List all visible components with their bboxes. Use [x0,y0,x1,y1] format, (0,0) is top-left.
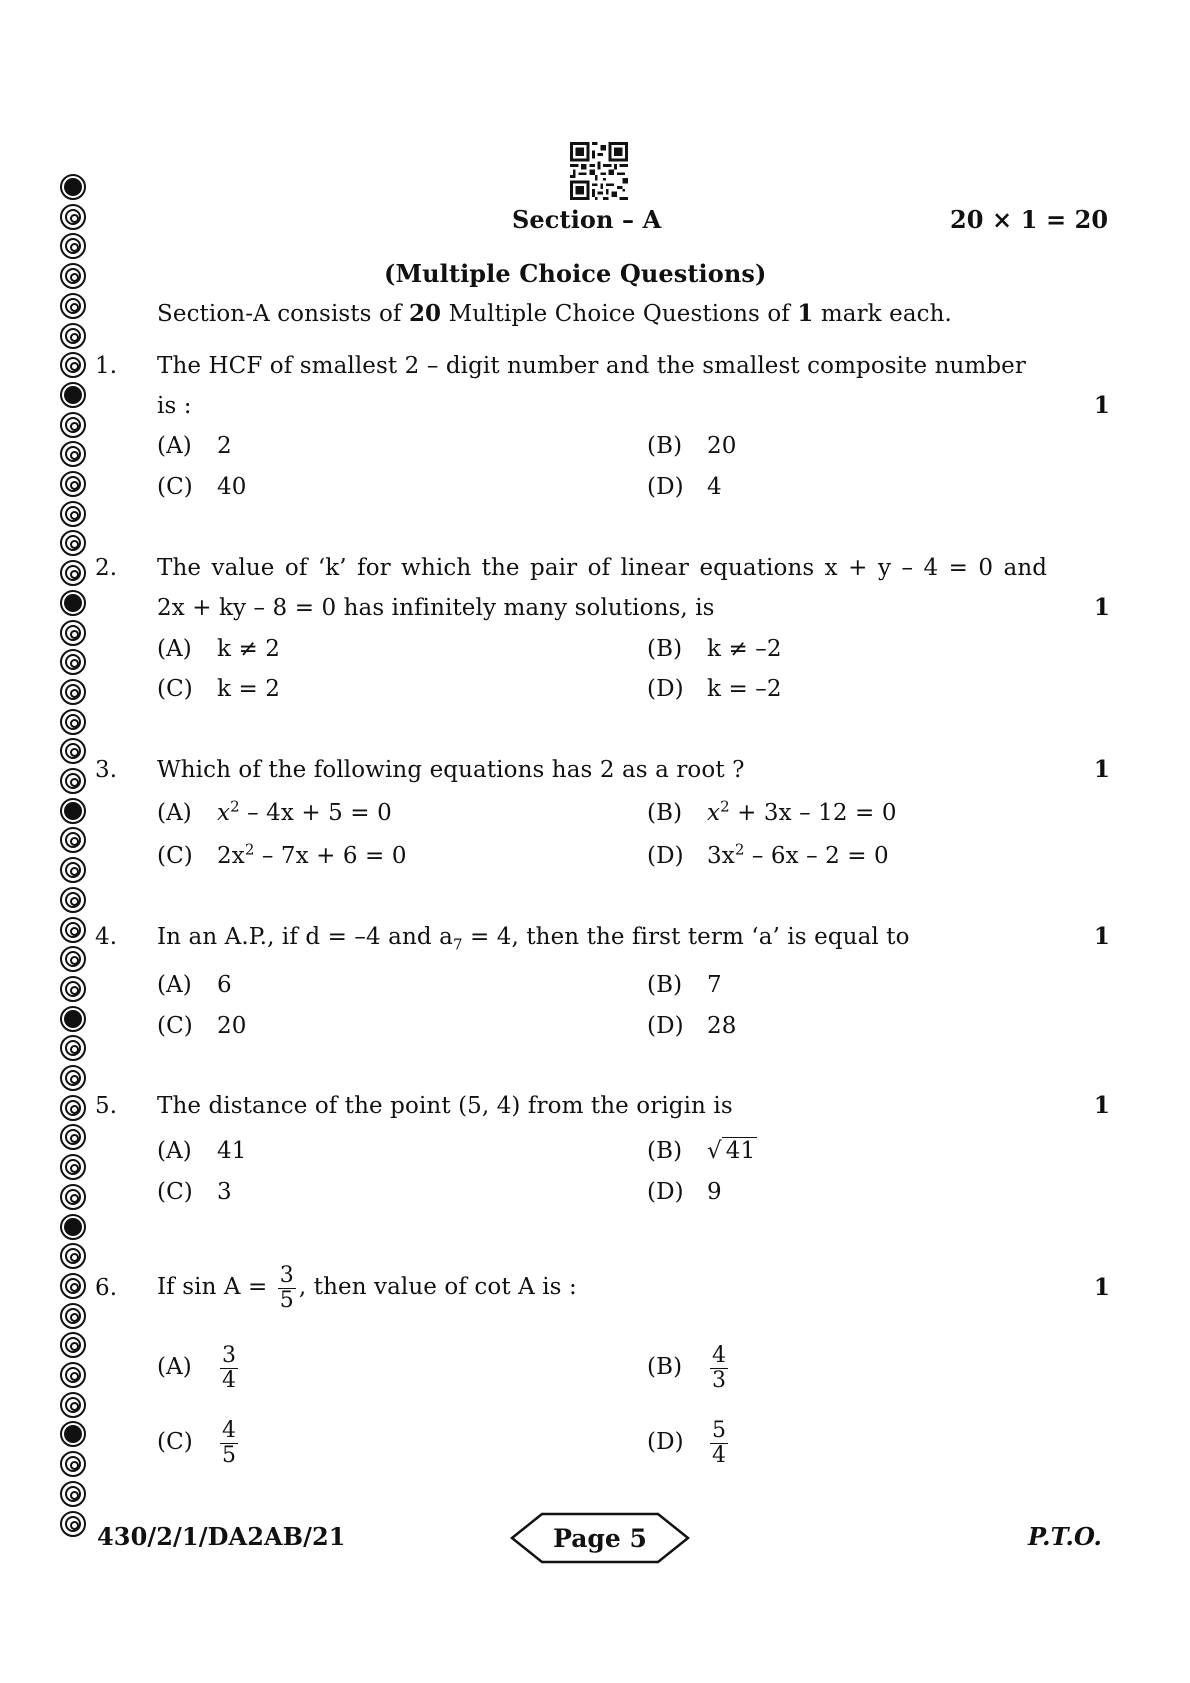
question-marks: 1 [1093,756,1110,783]
filled-ring-icon [60,1214,86,1240]
concentric-ring-icon [60,946,86,972]
concentric-ring-icon [60,887,86,913]
concentric-ring-icon [60,827,86,853]
concentric-ring-icon [60,857,86,883]
please-turn-over: P.T.O. [1028,1522,1103,1551]
filled-ring-icon [60,590,86,616]
option-a: (A) $\frac{3}{4}$ [157,1342,237,1393]
option-a: (A) 41 [157,1138,247,1164]
marks-formula: 20 × 1 = 20 [950,205,1109,234]
option-b: (B) $\frac{4}{3}$ [647,1342,727,1393]
question-text: Which of the following equations has 2 as a root ? [157,757,745,783]
question-number: 3. [95,757,118,783]
concentric-ring-icon [60,917,86,943]
question-text-cont: is : [157,393,192,419]
fraction: $\frac{5}{4}$ [712,1417,727,1468]
question-text: The value of ‘k’ for which the pair of linear equations x + y – 4 = 0 and [157,555,1048,581]
option-d: (D) $\frac{5}{4}$ [647,1417,727,1468]
concentric-ring-icon [60,1124,86,1150]
option-a: (A) $x^2 - 4x + 5 = 0$ [157,797,392,826]
question-text-cont: 2x + ky – 8 = 0 has infinitely many solutions, is [157,595,715,621]
option-c: (C) 3 [157,1179,232,1205]
concentric-ring-icon [60,1184,86,1210]
option-d: (D) $3x^2 - 6x - 2 = 0$ [647,840,889,869]
concentric-ring-icon [60,263,86,289]
question-number: 6. [95,1275,118,1301]
option-c: (C) 20 [157,1013,247,1039]
concentric-ring-icon [60,709,86,735]
paper-code: 430/2/1/DA2AB/21 [97,1522,346,1551]
option-c: (C) k = 2 [157,676,280,702]
question-marks: 1 [1093,923,1110,950]
concentric-ring-icon [60,412,86,438]
question-number: 5. [95,1093,118,1119]
option-d: (D) k = –2 [647,676,782,702]
fraction: $\frac{4}{5}$ [222,1417,237,1468]
concentric-ring-icon [60,1451,86,1477]
option-a: (A) 6 [157,972,232,998]
option-b: (B) $x^2 + 3x - 12 = 0$ [647,797,897,826]
concentric-ring-icon [60,1303,86,1329]
concentric-ring-icon [60,530,86,556]
concentric-ring-icon [60,560,86,586]
option-b: (B) k ≠ –2 [647,636,782,662]
option-d: (D) 28 [647,1013,737,1039]
concentric-ring-icon [60,1065,86,1091]
option-a: (A) 2 [157,433,232,459]
question-number: 1. [95,353,118,379]
concentric-ring-icon [60,738,86,764]
question-text: The HCF of smallest 2 – digit number and the smallest composite number [157,353,1026,379]
concentric-ring-icon [60,768,86,794]
fraction: $\frac{3}{5}$ [279,1262,294,1313]
concentric-ring-icon [60,649,86,675]
concentric-ring-icon [60,323,86,349]
fraction: $\frac{4}{3}$ [712,1342,727,1393]
option-d: (D) 9 [647,1179,722,1205]
concentric-ring-icon [60,1511,86,1537]
question-text: In an A.P., if d = –4 and $a_7 = 4$, then the first term ‘a’ is equal to [157,924,910,954]
qr-code-icon [570,142,628,200]
section-title: Section – A [512,205,662,234]
question-number: 2. [95,555,118,581]
page-number-badge: Page 5 [510,1512,690,1564]
option-b: (B) √ 41 [647,1138,756,1164]
question-marks: 1 [1093,1274,1110,1301]
question-number: 4. [95,924,118,950]
option-b: (B) 20 [647,433,737,459]
concentric-ring-icon [60,1362,86,1388]
concentric-ring-icon [60,1095,86,1121]
question-marks: 1 [1093,392,1110,419]
filled-ring-icon [60,174,86,200]
concentric-ring-icon [60,204,86,230]
section-subtitle: (Multiple Choice Questions) [384,259,767,288]
concentric-ring-icon [60,352,86,378]
concentric-ring-icon [60,1481,86,1507]
concentric-ring-icon [60,1154,86,1180]
option-b: (B) 7 [647,972,722,998]
concentric-ring-icon [60,620,86,646]
option-c: (C) 40 [157,474,247,500]
question-text: The distance of the point (5, 4) from the origin is [157,1093,733,1119]
option-a: (A) k ≠ 2 [157,636,280,662]
concentric-ring-icon [60,1243,86,1269]
question-marks: 1 [1093,1092,1110,1119]
concentric-ring-icon [60,976,86,1002]
concentric-ring-icon [60,293,86,319]
concentric-ring-icon [60,233,86,259]
option-c: (C) $\frac{4}{5}$ [157,1417,237,1468]
concentric-ring-icon [60,471,86,497]
question-marks: 1 [1093,594,1110,621]
square-root-icon: √ 41 [707,1138,756,1164]
filled-ring-icon [60,1006,86,1032]
fraction: $\frac{3}{4}$ [222,1342,237,1393]
option-d: (D) 4 [647,474,722,500]
concentric-ring-icon [60,501,86,527]
option-c: (C) $2x^2 - 7x + 6 = 0$ [157,840,407,869]
concentric-ring-icon [60,441,86,467]
filled-ring-icon [60,798,86,824]
filled-ring-icon [60,1421,86,1447]
filled-ring-icon [60,382,86,408]
section-intro: Section-A consists of 20 Multiple Choice Questions of 1 mark each. [157,300,952,327]
concentric-ring-icon [60,1332,86,1358]
concentric-ring-icon [60,1392,86,1418]
concentric-ring-icon [60,679,86,705]
concentric-ring-icon [60,1273,86,1299]
question-text: If sin A = $\frac{3}{5}$ , then value of cot A is : [157,1262,577,1313]
concentric-ring-icon [60,1035,86,1061]
